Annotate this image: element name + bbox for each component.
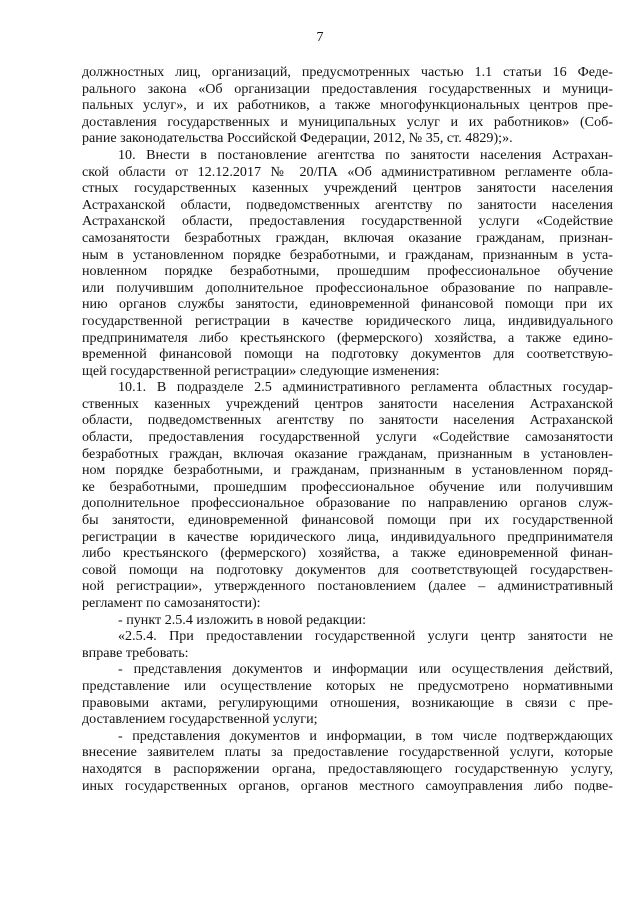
text-line: бы занятости, единовременной финансовой помощи при их государственной xyxy=(82,512,613,529)
text-line: должностных лиц, организаций, предусмотренных частью 1.1 статьи 16 Феде- xyxy=(82,64,613,80)
text-line: либо крестьянского (фермерского) хозяйства, а также единовременной финан- xyxy=(82,545,613,562)
text-line: представление или осуществление которых не предусмотрено нормативными xyxy=(82,677,613,694)
text-line: ке безработными, прошедшим профессиональное обучение или получившим xyxy=(82,478,613,495)
text-line: государственной регистрации в качестве юридического лица, индивидуального xyxy=(82,312,613,329)
text-line: регламент по самозанятости): xyxy=(82,595,261,611)
text-line: области, подведомственных агентству по занятости населения Астраханской xyxy=(82,412,613,429)
text-line: иных государственных органов, органов местного самоуправления либо подве- xyxy=(82,777,613,794)
text-line: временной финансовой помощи на подготовку документов для соответствую- xyxy=(82,346,613,363)
text-line: ской области от 12.12.2017 № 20/ПА «Об административном регламенте обла- xyxy=(82,163,613,180)
text-line: «2.5.4. При предоставлении государственной услуги центр занятости не xyxy=(118,628,613,645)
text-line: ственных казенных учреждений центров занятости населения Астраханской xyxy=(82,395,613,412)
text-line: стных государственных казенных учреждений центров занятости населения xyxy=(82,180,613,197)
text-line: Астраханской области, подведомственных агентству по занятости населения xyxy=(82,196,613,213)
text-line: - представления документов и информации или осуществления действий, xyxy=(118,661,613,678)
text-line: области, предоставления государственной услуги «Содействие самозанятости xyxy=(82,429,613,446)
text-line: внесение заявителем платы за предоставление государственной услуги, которые xyxy=(82,744,613,761)
text-line: - представления документов и информации, в том числе подтверждающих xyxy=(118,727,613,744)
text-line: ном порядке безработными, и гражданам, признанным в установленном поряд- xyxy=(82,462,613,479)
text-line: рального закона «Об организации предоставления государственных и муници- xyxy=(82,80,613,97)
text-line: щей государственной регистрации» следующие изменения: xyxy=(82,362,440,379)
text-line: Астраханской области, предоставления государственной услуги «Содействие xyxy=(82,213,613,230)
text-line: предпринимателя либо крестьянского (фермерского) хозяйства, а также едино- xyxy=(82,329,613,346)
text-line: 10.1. В подразделе 2.5 административного регламента областных государ- xyxy=(118,379,613,396)
text-line: регистрации в качестве юридического лица, индивидуального предпринимателя xyxy=(82,528,613,545)
document-body xyxy=(82,64,613,794)
text-line: - пункт 2.5.4 изложить в новой редакции: xyxy=(118,611,367,628)
text-line: самозанятости безработных граждан, включая оказание гражданам, признан- xyxy=(82,229,613,246)
text-line: 10. Внести в постановление агентства по занятости населения Астрахан- xyxy=(118,146,613,163)
text-line: доставлением государственной услуги; xyxy=(82,711,318,728)
text-line: пальных услуг», и их работников, а также многофункциональных центров пре- xyxy=(82,97,613,114)
text-line: совой помощи на подготовку документов для соответствующей государствен- xyxy=(82,561,613,578)
text-line: или получившим дополнительное профессиональное образование по направле- xyxy=(82,279,613,296)
text-line: ной регистрации», утвержденного постановлением (далее – административный xyxy=(82,578,613,595)
text-line: правовыми актами, регулирующими отношения, возникающие в связи с пре- xyxy=(82,694,613,711)
text-line: дополнительное профессиональное образование по направлению органов служ- xyxy=(82,495,613,512)
text-line: доставления государственных и муниципальных услуг и их работников» (Соб- xyxy=(82,113,613,130)
text-line: находятся в распоряжении органа, предоставляющего государственную услугу, xyxy=(82,760,613,777)
text-line: новленном порядке безработными, прошедшим профессиональное обучение xyxy=(82,263,613,280)
text-line: безработных граждан, включая оказание гражданам, признанным в установлен- xyxy=(82,445,613,462)
text-line: нию органов службы занятости, единовременной финансовой помощи при их xyxy=(82,296,613,313)
page-number: 7 xyxy=(316,30,324,45)
text-line: вправе требовать: xyxy=(82,644,189,661)
text-line: ным в установленном порядке безработными, и гражданам, признанным в уста- xyxy=(82,246,613,263)
text-line: рание законодательства Российской Федерации, 2012, № 35, ст. 4829);». xyxy=(82,130,513,147)
